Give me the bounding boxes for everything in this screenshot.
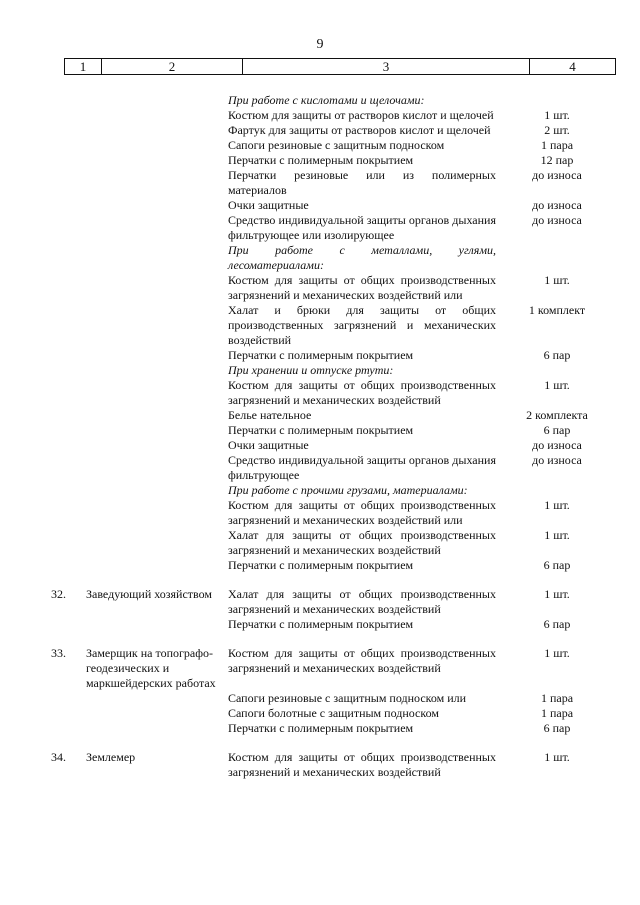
item-number: 34. <box>51 750 66 764</box>
item-number <box>26 213 80 243</box>
issue-norm: 6 пар <box>543 348 571 362</box>
ppe-item: Средство индивидуальной защиты органов дыхания фильтрующее <box>228 453 496 482</box>
ppe-item: Сапоги резиновые с защитным подноском или <box>228 691 467 705</box>
item-number <box>26 363 80 378</box>
table-row <box>0 198 640 213</box>
issue-norm: 1 шт. <box>544 378 570 392</box>
item-number <box>26 706 80 721</box>
section-heading: При работе с прочими грузами, материалами: <box>228 483 468 497</box>
issue-norm: 1 шт. <box>544 750 570 764</box>
ppe-item: Перчатки с полимерным покрытием <box>228 423 414 437</box>
ppe-item: Костюм для защиты от общих производственных загрязнений и механических воздействий <box>228 646 496 675</box>
issue-norm: 1 шт. <box>544 587 570 601</box>
issue-norm: до износа <box>532 453 582 467</box>
issue-norm: 1 шт. <box>544 528 570 542</box>
position-name <box>80 528 228 558</box>
ppe-item: Перчатки с полимерным покрытием <box>228 721 414 735</box>
position-name <box>80 721 228 736</box>
table-row <box>0 587 640 617</box>
issue-norm: 1 шт. <box>544 498 570 512</box>
ppe-item: Костюм для защиты от растворов кислот и щелочей <box>228 108 494 122</box>
column-header-4: 4 <box>569 59 576 74</box>
section-heading-row <box>0 363 640 378</box>
page-number: 9 <box>316 37 324 52</box>
ppe-item: Очки защитные <box>228 198 309 212</box>
issue-norm: до износа <box>532 168 582 182</box>
issue-norm <box>496 93 612 108</box>
issue-norm <box>496 243 612 273</box>
table-row <box>0 408 640 423</box>
item-number <box>26 453 80 483</box>
table-row <box>0 498 640 528</box>
section-heading-row <box>0 483 640 498</box>
ppe-item: Халат для защиты от общих производственных загрязнений и механических воздействий <box>228 528 496 557</box>
table-row <box>0 646 640 691</box>
ppe-item: Халат и брюки для защиты от общих производственных загрязнений и механических воздействий <box>228 303 496 347</box>
item-number <box>26 123 80 138</box>
row-spacer <box>0 736 640 750</box>
position-name <box>80 423 228 438</box>
position-name <box>80 498 228 528</box>
position-name <box>80 243 228 273</box>
column-header <box>64 58 616 75</box>
issue-norm: 1 шт. <box>544 273 570 287</box>
position-name <box>80 213 228 243</box>
issue-norm: 1 комплект <box>528 303 586 317</box>
ppe-item: Костюм для защиты от общих производственных загрязнений и механических воздействий или <box>228 498 496 527</box>
section-heading-row <box>0 93 640 108</box>
item-number <box>26 303 80 348</box>
item-number <box>26 273 80 303</box>
column-header-1: 1 <box>65 59 102 74</box>
issue-norm: до износа <box>532 198 582 212</box>
item-number <box>26 153 80 168</box>
item-number <box>26 721 80 736</box>
table-row <box>0 108 640 123</box>
table-row <box>0 438 640 453</box>
table-row <box>0 691 640 706</box>
table-row <box>0 378 640 408</box>
ppe-item: Сапоги резиновые с защитным подноском <box>228 138 445 152</box>
position-name <box>80 617 228 632</box>
table-row <box>0 706 640 721</box>
item-number <box>26 348 80 363</box>
issue-norm: 12 пар <box>540 153 574 167</box>
table-row <box>0 273 640 303</box>
issue-norm: 2 шт. <box>544 123 570 137</box>
position-name: Замерщик на топографо-геодезических и маркшейдерских работах <box>86 646 216 690</box>
item-number <box>26 423 80 438</box>
ppe-item: Перчатки с полимерным покрытием <box>228 558 414 572</box>
position-name <box>80 378 228 408</box>
position-name <box>80 483 228 498</box>
item-number <box>26 438 80 453</box>
ppe-item: Халат для защиты от общих производственных загрязнений и механических воздействий <box>228 587 496 616</box>
position-name <box>80 706 228 721</box>
section-heading: При хранении и отпуске ртути: <box>228 363 394 377</box>
issue-norm <box>496 363 612 378</box>
table-row <box>0 453 640 483</box>
ppe-item: Белье нательное <box>228 408 312 422</box>
ppe-item: Перчатки резиновые или из полимерных материалов <box>228 168 496 197</box>
item-number <box>26 691 80 706</box>
ppe-item: Костюм для защиты от общих производственных загрязнений и механических воздействий <box>228 750 496 779</box>
position-name <box>80 138 228 153</box>
position-name <box>80 153 228 168</box>
issue-norm: до износа <box>532 438 582 452</box>
column-header-3: 3 <box>243 59 530 74</box>
item-number <box>26 108 80 123</box>
position-name <box>80 93 228 108</box>
column-header-2: 2 <box>102 59 243 74</box>
ppe-table-body <box>0 93 640 780</box>
issue-norm: 6 пар <box>543 423 571 437</box>
position-name: Землемер <box>86 750 136 764</box>
position-name <box>80 348 228 363</box>
item-number <box>26 168 80 198</box>
table-row <box>0 168 640 198</box>
item-number <box>26 483 80 498</box>
position-name <box>80 691 228 706</box>
position-name <box>80 273 228 303</box>
position-name <box>80 438 228 453</box>
issue-norm: 1 пара <box>540 706 574 720</box>
position-name: Заведующий хозяйством <box>86 587 212 601</box>
table-row <box>0 423 640 438</box>
item-number <box>26 243 80 273</box>
issue-norm: 6 пар <box>543 558 571 572</box>
position-name <box>80 198 228 213</box>
issue-norm: до износа <box>532 213 582 227</box>
table-row <box>0 348 640 363</box>
section-heading-row <box>0 243 640 273</box>
ppe-item: Перчатки с полимерным покрытием <box>228 153 414 167</box>
position-name <box>80 363 228 378</box>
row-spacer <box>0 573 640 587</box>
table-row <box>0 558 640 573</box>
issue-norm: 1 пара <box>540 138 574 152</box>
position-name <box>80 408 228 423</box>
item-number <box>26 198 80 213</box>
item-number <box>26 93 80 108</box>
issue-norm: 1 шт. <box>544 646 570 660</box>
item-number <box>26 558 80 573</box>
table-row <box>0 617 640 632</box>
ppe-item: Перчатки с полимерным покрытием <box>228 617 414 631</box>
item-number: 32. <box>51 587 66 601</box>
table-row <box>0 303 640 348</box>
section-heading: При работе с металлами, углями, лесоматериалами: <box>228 243 496 272</box>
item-number <box>26 528 80 558</box>
issue-norm <box>496 483 612 498</box>
issue-norm: 1 шт. <box>544 108 570 122</box>
item-number <box>26 408 80 423</box>
position-name <box>80 123 228 138</box>
item-number <box>26 138 80 153</box>
table-row <box>0 528 640 558</box>
item-number <box>26 617 80 632</box>
ppe-item: Очки защитные <box>228 438 309 452</box>
table-row <box>0 138 640 153</box>
position-name <box>80 558 228 573</box>
issue-norm: 6 пар <box>543 617 571 631</box>
table-row <box>0 153 640 168</box>
table-row <box>0 123 640 138</box>
table-row <box>0 750 640 780</box>
item-number: 33. <box>51 646 66 660</box>
issue-norm: 1 пара <box>540 691 574 705</box>
issue-norm: 6 пар <box>543 721 571 735</box>
item-number <box>26 498 80 528</box>
ppe-item: Перчатки с полимерным покрытием <box>228 348 414 362</box>
ppe-item: Средство индивидуальной защиты органов дыхания фильтрующее или изолирующее <box>228 213 496 242</box>
item-number <box>26 378 80 408</box>
table-row <box>0 721 640 736</box>
position-name <box>80 108 228 123</box>
ppe-item: Сапоги болотные с защитным подноском <box>228 706 439 720</box>
ppe-item: Костюм для защиты от общих производственных загрязнений и механических воздействий <box>228 378 496 407</box>
table-row <box>0 213 640 243</box>
row-spacer <box>0 632 640 646</box>
position-name <box>80 168 228 198</box>
ppe-item: Фартук для защиты от растворов кислот и щелочей <box>228 123 491 137</box>
ppe-item: Костюм для защиты от общих производственных загрязнений и механических воздействий или <box>228 273 496 302</box>
issue-norm: 2 комплекта <box>526 408 588 422</box>
position-name <box>80 453 228 483</box>
section-heading: При работе с кислотами и щелочами: <box>228 93 425 107</box>
position-name <box>80 303 228 348</box>
